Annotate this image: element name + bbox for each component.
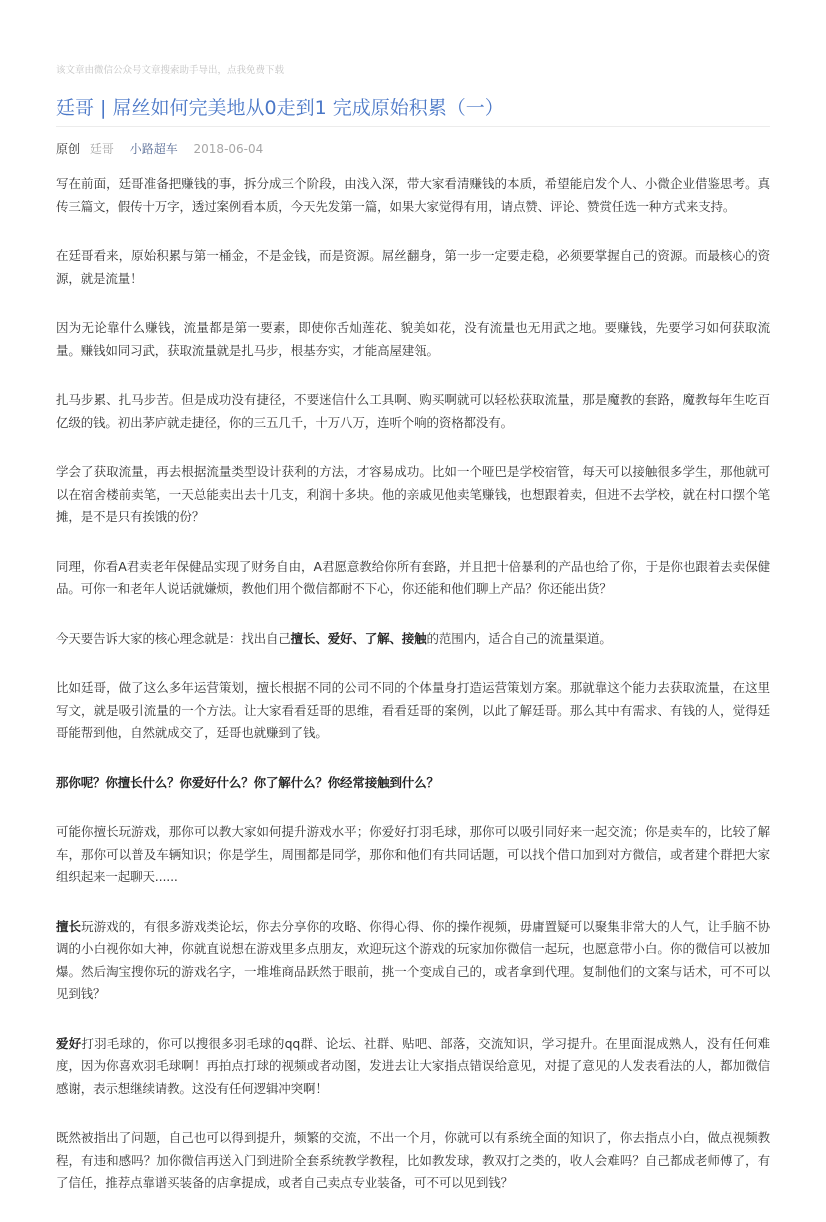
paragraph-resource: 在廷哥看来，原始积累与第一桶金，不是金钱，而是资源。屌丝翻身，第一步一定要走稳，必须要掌握自己的资源。而最核心的资源，就是流量！ [56,248,770,286]
article-body [56,173,770,1222]
export-notice-link[interactable]: 该文章由微信公众号文章搜索助手导出，点我免费下载 [56,65,285,76]
article-title: 廷哥 | 屌丝如何完美地从0走到1 完成原始积累（一） [56,97,504,119]
account-name-link[interactable]: 小路超车 [129,142,178,156]
paragraph-question [56,772,770,795]
paragraph-no-shortcut: 扎马步累、扎马步苦。但是成功没有捷径，不要迷信什么工具啊、购买啊就可以轻松获取流量，那是魔教的套路，魔教每年生吃百亿级的钱。初出茅庐就走捷径，你的三五几千，十万八万，连听个响的资格都没有。 [56,392,770,430]
paragraph-hobby-badminton [56,1033,770,1101]
hobby-text: 打羽毛球的，你可以搜很多羽毛球的qq群、论坛、社群、贴吧、部落，交流知识，学习提升。在里面混成熟人，没有任何难度，因为你喜欢羽毛球啊！再拍点打球的视频或者动图，发进去让大家指点错误给意见，对提了意见的人发表看法的人，都加微信感谢，表示想继续请教。这没有任何逻辑冲突啊！ [56,1035,771,1096]
title-divider [56,126,770,127]
paragraph-traffic: 因为无论靠什么赚钱，流量都是第一要素，即使你舌灿莲花、貌美如花，没有流量也无用武之地。要赚钱，先要学习如何获取流量。赚钱如同习武，获取流量就是扎马步，根基夯实，才能高屋建瓴。 [56,320,770,358]
core-idea-text-end: 的范围内，适合自己的流量渠道。 [426,630,612,646]
question-text: 那你呢？你擅长什么？你爱好什么？你了解什么？你经常接触到什么？ [56,774,439,790]
original-badge: 原创 [56,142,81,156]
paragraph-possibilities: 可能你擅长玩游戏，那你可以教大家如何提升游戏水平；你爱好打羽毛球，那你可以吸引同好来一起交流；你是卖车的，比较了解车，那你可以普及车辆知识；你是学生，周围都是同学，那你和他们有共同话题，可以找个借口加到对方微信，或者建个群把大家组织起来一起聊天...... [56,824,770,884]
publish-date: 2018-06-04 [193,142,264,156]
paragraph-good-at-games [56,916,770,1006]
paragraph-health-example: 同理，你看A君卖老年保健品实现了财务自由，A君愿意教给你所有套路，并且把十倍暴利的产品也给了你，于是你也跟着去卖保健品。可你一和老年人说话就嫌烦，教他们用个微信都耐不下心，你还能和他们聊上产品？你还能出货？ [56,558,770,596]
paragraph-tingge-example: 比如廷哥，做了这么多年运营策划，擅长根据不同的公司不同的个体量身打造运营策划方案。那就靠这个能力去获取流量，在这里写文，就是吸引流量的一个方法。让大家看看廷哥的思维，看看廷哥的案例，以此了解廷哥。那么其中有需求、有钱的人，觉得廷哥能帮到他，自然就成交了，廷哥也就赚到了钱。 [56,680,770,740]
paragraph-intro: 写在前面，廷哥准备把赚钱的事，拆分成三个阶段，由浅入深，带大家看清赚钱的本质，希望能启发个人、小微企业借鉴思考。真传三篇文，假传十万字，透过案例看本质，今天先发第一篇，如果大家觉得有用，请点赞、评论、赞赏任选一种方式来支持。 [56,176,770,214]
core-idea-text: 今天要告诉大家的核心理念就是：找出自己 [56,630,291,646]
paragraph-teaching: 既然被指出了问题，自己也可以得到提升，频繁的交流，不出一个月，你就可以有系统全面的知识了，你去指点小白，做点视频教程，有违和感吗？加你微信再送入门到进阶全套系统教学教程，比如教发球，教双打之类的，收人会难吗？自己都成老师傅了，有了信任，推荐点靠谱买装备的店拿提成，或者自己卖点专业装备，可不可以见到钱？ [56,1130,770,1190]
core-idea-keywords: 擅长、爱好、了解、接触 [290,630,427,646]
good-at-text: 玩游戏的，有很多游戏类论坛，你去分享你的攻略、你得心得、你的操作视频，毋庸置疑可以聚集非常大的人气，让手脑不协调的小白视你如大神，你就直说想在游戏里多点朋友，欢迎玩这个游戏的玩家加你微信一起玩，也愿意带小白。你的微信可以被加爆。然后淘宝搜你玩的游戏名字，一堆堆商品跃然于眼前，挑一个变成自己的，或者拿到代理。复制他们的文案与话术，可不可以见到钱？ [56,918,770,1001]
author-name: 廷哥 [89,142,114,156]
paragraph-core-idea [56,628,770,651]
hobby-keyword: 爱好 [56,1035,82,1051]
good-at-keyword: 擅长 [56,918,82,934]
paragraph-mute-example: 学会了获取流量，再去根据流量类型设计获利的方法，才容易成功。比如一个哑巴是学校宿管，每天可以接触很多学生，那他就可以在宿舍楼前卖笔，一天总能卖出去十几支，利润十多块。他的亲戚见他卖笔赚钱，也想跟着卖，但进不去学校，就在村口摆个笔摊，是不是只有挨饿的份？ [56,464,770,524]
article-meta [56,140,263,157]
